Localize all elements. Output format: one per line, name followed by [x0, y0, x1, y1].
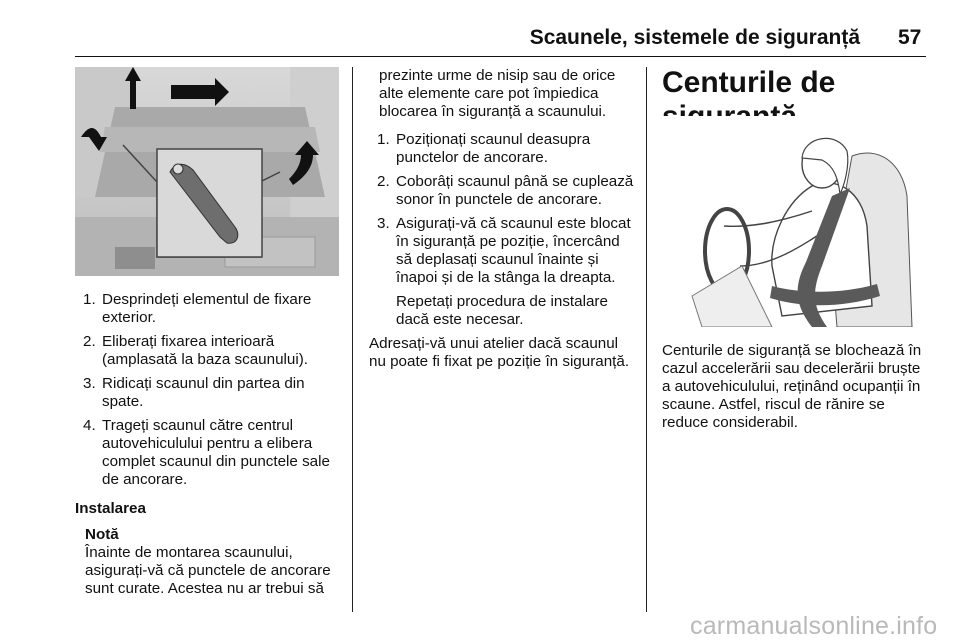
list-item: 3. Ridicați scaunul din partea din spate.: [83, 375, 305, 410]
list-item: 2. Eliberați fixarea interioară (amplasată la baza scaunului).: [83, 333, 308, 368]
seatbelt-driver-illustration: [662, 116, 926, 327]
installation-heading: Instalarea: [75, 500, 146, 517]
installation-steps-list: [369, 131, 637, 287]
list-item: 1. Poziționați scaunul deasupra punctelor de ancorare.: [377, 131, 591, 166]
middle-column: [369, 67, 637, 371]
list-item: 2. Coborâți scaunul până se cuplează sonor în punctele de ancorare.: [377, 173, 634, 208]
list-item: 1. Desprindeți elementul de fixare exterior.: [83, 291, 312, 326]
note-title: Notă: [85, 526, 119, 543]
page-number: 57: [898, 26, 922, 49]
left-column: [75, 291, 345, 598]
continued-note-text: prezinte urme de nisip sau de orice alte elemente care pot împiedica blocarea în siguranță a scaunului.: [379, 67, 616, 120]
workshop-advice-text: Adresați-vă unui atelier dacă scaunul nu poate fi fixat pe poziție în siguranță.: [369, 335, 630, 370]
repeat-procedure-text: Repetați procedura de instalare dacă este necesar.: [396, 293, 608, 328]
note-box: [75, 526, 345, 598]
seat-removal-illustration: [75, 67, 339, 276]
list-item: 4. Trageți scaunul către centrul autovehiculului pentru a elibera complet scaunul din punctele sale de ancorare.: [83, 417, 330, 488]
section-title: Centurile de: [662, 66, 836, 99]
watermark: carmanualsonline.info: [690, 612, 938, 640]
right-column: [662, 342, 930, 432]
running-header-title: Scaunele, sistemele de siguranță: [529, 26, 860, 49]
removal-steps-list: [75, 291, 345, 489]
note-text: Înainte de montarea scaunului, asigurați-vă că punctele de ancorare sunt curate. Acestea nu ar trebui să: [85, 544, 331, 597]
header-rule: [75, 56, 926, 57]
column-divider-right: [646, 67, 647, 612]
seatbelt-description: Centurile de siguranță se blochează în cazul accelerării sau decelerării bruște a autovehiculului, reținând ocupanții în scaune. Astfel, riscul de rănire se reduce considerabil.: [662, 342, 922, 431]
list-item: 3. Asigurați-vă că scaunul este blocat în siguranță pe poziție, încercând să deplasați scaunul înainte și înapoi și de la stânga la dreapta.: [377, 215, 631, 286]
column-divider-left: [352, 67, 353, 612]
